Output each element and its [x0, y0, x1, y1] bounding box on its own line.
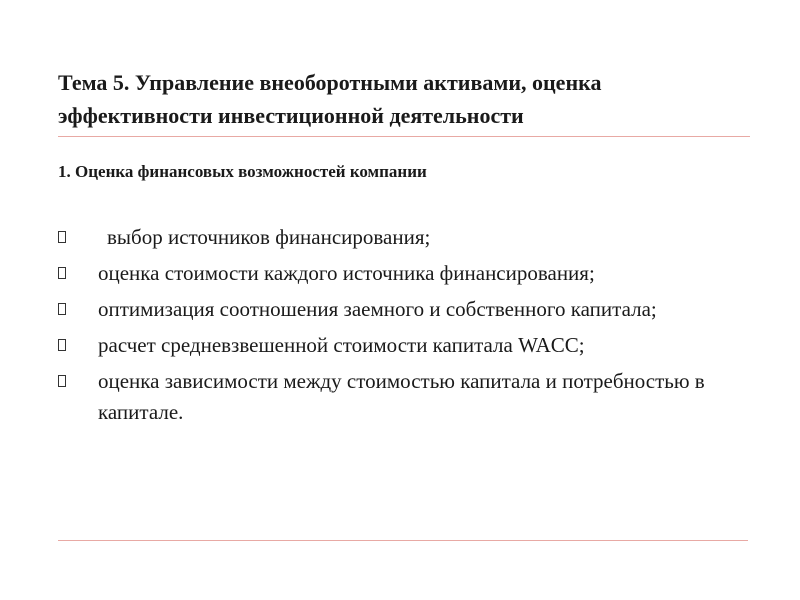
bullet-text: расчет средневзвешенной стоимости капитала WACC; — [98, 333, 585, 357]
bullet-text: выбор источников финансирования; — [107, 225, 431, 249]
bullet-text: оценка стоимости каждого источника финансирования; — [98, 261, 595, 285]
square-bullet-icon — [58, 231, 66, 243]
footer-divider — [58, 540, 748, 541]
square-bullet-icon — [58, 303, 66, 315]
bullet-text: оценка зависимости между стоимостью капитала и потребностью в капитале. — [98, 369, 705, 424]
list-item — [58, 258, 758, 289]
title-divider — [58, 136, 750, 137]
bullet-text: оптимизация соотношения заемного и собственного капитала; — [98, 297, 657, 321]
slide-title: Тема 5. Управление внеоборотными активами, оценка эффективности инвестиционной деятельности — [58, 70, 602, 128]
square-bullet-icon — [58, 339, 66, 351]
square-bullet-icon — [58, 267, 66, 279]
list-item — [58, 366, 758, 428]
list-item — [58, 222, 758, 253]
bullet-list — [58, 222, 758, 433]
list-item — [58, 330, 758, 361]
list-item — [58, 294, 758, 325]
section-subtitle: 1. Оценка финансовых возможностей компании — [58, 162, 427, 181]
square-bullet-icon — [58, 375, 66, 387]
